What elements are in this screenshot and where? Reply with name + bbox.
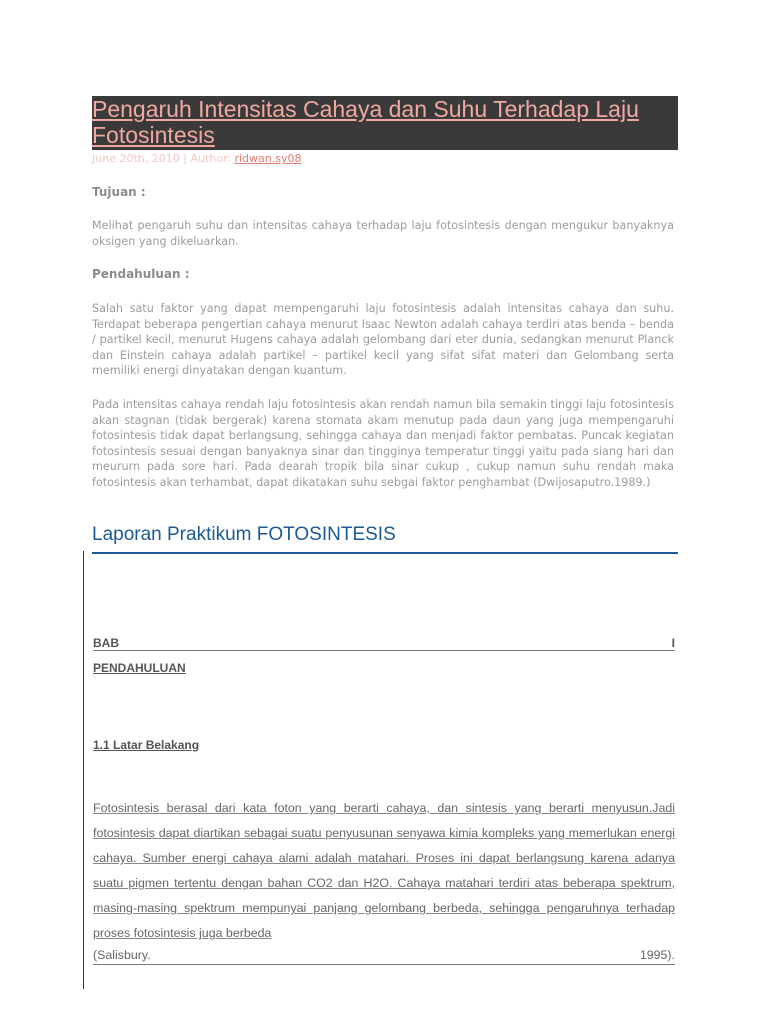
citation-left: (Salisbury.: [93, 948, 151, 962]
article-title[interactable]: Pengaruh Intensitas Cahaya dan Suhu Terhadap Laju Fotosintesis: [92, 96, 639, 148]
bab-label: BAB: [93, 636, 119, 650]
article-date: June 20th, 2010 | Author:: [92, 152, 235, 165]
pendahuluan-paragraph-2: Pada intensitas cahaya rendah laju fotosintesis akan rendah namun bila semakin tinggi laju fotosintesis akan stagnan (tidak bergerak) karena stomata akam menutup pada daun yang juga mempengaruhi fotosintesis tidak dapat berlangsung, sehingga cahaya dan menjadi faktor pembatas. Puncak kegiatan fotosintesis sesuai dengan banyaknya sinar dan tingginya temperatur tinggi yaitu pada siang hari dan meururn pada sore hari. Pada dearah tropik bila sinar cukup , cukup namun suhu rendah maka fotosintesis akan terhambat, dapat dikatakan suhu sebgai faktor penghambat (Dwijosaputro.1989.): [92, 398, 674, 489]
tujuan-paragraph: Melihat pengaruh suhu dan intensitas cahaya terhadap laju fotosintesis dengan mengukur banyaknya oksigen yang dikeluarkan.: [92, 219, 674, 248]
citation-right: 1995).: [639, 948, 675, 962]
author-link[interactable]: ridwan.sy08: [234, 152, 302, 165]
background-paragraph: Fotosintesis berasal dari kata foton yang berarti cahaya, dan sintesis yang berarti menyusun.Jadi fotosintesis dapat diartikan sebagai suatu penyusunan senyawa kimia kompleks yang memerlukan energi cahaya. Sumber energi cahaya alami adalah matahari. Proses ini dapat berlangsung karena adanya suatu pigmen tertentu dengan bahan CO2 dan H2O. Cahaya matahari terdiri atas beberapa spektrum, masing-masing spektrum mempunyai panjang gelombang berbeda, sehingga pengaruhnya terhadap proses fotosintesis juga berbeda: [93, 801, 675, 940]
bab-number: I: [671, 636, 675, 650]
page-margin-line: [83, 551, 84, 989]
pendahuluan-paragraph-1: Salah satu faktor yang dapat mempengaruhi laju fotosintesis adalah intensitas cahaya dan suhu. Terdapat beberapa pengertian cahaya menurut Isaac Newton adalah cahaya terdiri atas benda – benda / partikel kecil, menurut Hugens cahaya adalah gelombang dari eter dunia, sedangkan menurut Planck dan Einstein cahaya adalah partikel – partikel kecil yang sifat sifat materi dan Gelombang serta memiliki energi dinyatakan dengan kuantum.: [92, 302, 674, 377]
chapter-title: PENDAHULUAN: [93, 661, 186, 675]
pendahuluan-heading: Pendahuluan :: [92, 267, 190, 281]
report-heading: Laporan Praktikum FOTOSINTESIS: [92, 524, 678, 554]
section-title: 1.1 Latar Belakang: [93, 738, 200, 752]
citation-line: [93, 946, 675, 965]
chapter-line: [93, 636, 675, 651]
tujuan-heading: Tujuan :: [92, 185, 146, 199]
article-meta: [92, 152, 301, 165]
